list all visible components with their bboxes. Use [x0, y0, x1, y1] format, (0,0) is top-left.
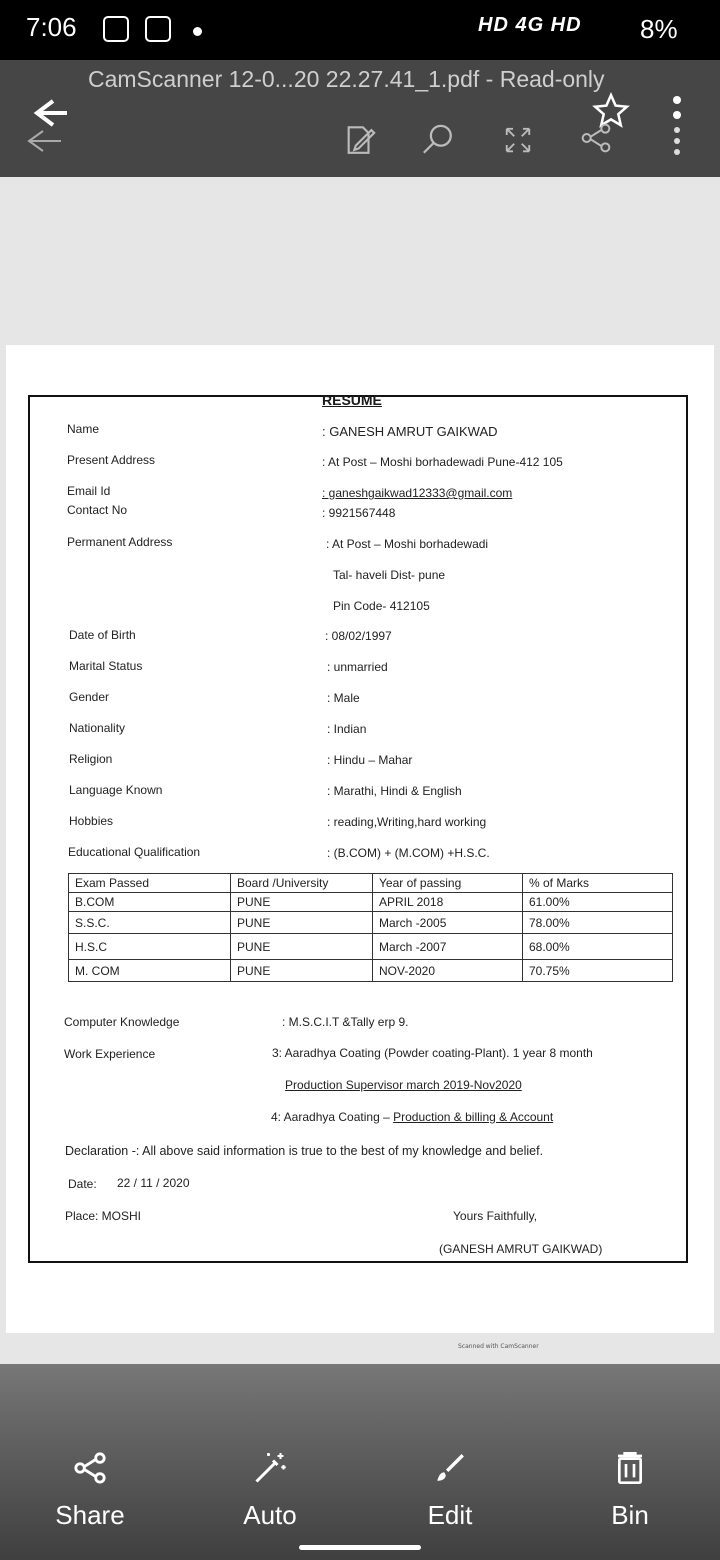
- field-value-religion: : Hindu – Mahar: [327, 753, 413, 767]
- table-cell: 68.00%: [523, 934, 673, 960]
- battery-level: 8%: [640, 14, 678, 44]
- computer-knowledge-value: : M.S.C.I.T &Tally erp 9.: [282, 1015, 409, 1029]
- work-experience-2-prefix: 4: Aaradhya Coating –: [271, 1110, 394, 1124]
- table-header-row: [69, 874, 673, 893]
- work-experience-2: [271, 1110, 553, 1124]
- share-icon: [73, 1451, 107, 1485]
- home-indicator[interactable]: [299, 1545, 421, 1550]
- table-cell: APRIL 2018: [373, 893, 523, 912]
- resume-heading: RESUME: [322, 392, 382, 408]
- auto-button[interactable]: [210, 1444, 330, 1531]
- share-label: Share: [55, 1500, 125, 1530]
- bin-label: Bin: [611, 1500, 649, 1530]
- trash-icon: [614, 1450, 646, 1486]
- edit-pdf-button[interactable]: [340, 120, 380, 160]
- document-title: CamScanner 12-0...20 22.27.41_1.pdf - Read-only: [88, 66, 605, 92]
- table-cell: B.COM: [69, 893, 231, 912]
- field-value-dob: : 08/02/1997: [325, 629, 392, 643]
- table-cell: 78.00%: [523, 912, 673, 934]
- table-cell: PUNE: [231, 960, 373, 982]
- share-button[interactable]: [30, 1444, 150, 1531]
- signature-name: (GANESH AMRUT GAIKWAD): [439, 1242, 603, 1256]
- computer-knowledge-label: Computer Knowledge: [64, 1015, 180, 1029]
- date-label: Date:: [68, 1177, 97, 1191]
- field-value-language: : Marathi, Hindi & English: [327, 784, 462, 798]
- place-text: Place: MOSHI: [65, 1209, 142, 1223]
- document-viewer[interactable]: [0, 177, 720, 1364]
- field-value-marital-status: : unmarried: [327, 660, 388, 674]
- search-button[interactable]: [418, 120, 458, 160]
- table-header: Exam Passed: [69, 874, 231, 893]
- field-label-email: Email Id: [67, 484, 111, 498]
- magic-wand-icon: [252, 1450, 288, 1486]
- field-value-email[interactable]: : ganeshgaikwad12333@gmail.com: [322, 486, 513, 500]
- field-label-education: Educational Qualification: [68, 845, 201, 859]
- table-row: [69, 912, 673, 934]
- education-table: [68, 873, 673, 982]
- table-cell: S.S.C.: [69, 912, 231, 934]
- table-cell: M. COM: [69, 960, 231, 982]
- app-notification-icon: [145, 16, 171, 42]
- field-label-language: Language Known: [69, 783, 163, 797]
- more-icon: [670, 93, 684, 157]
- bottom-action-bar: [0, 1364, 720, 1560]
- pdf-page: [6, 345, 714, 1333]
- fullscreen-icon: [503, 125, 533, 155]
- field-value-permanent-address-line3: Pin Code- 412105: [333, 599, 430, 613]
- table-cell: H.S.C: [69, 934, 231, 960]
- bin-button[interactable]: [570, 1444, 690, 1531]
- auto-label: Auto: [243, 1500, 297, 1530]
- field-label-hobbies: Hobbies: [69, 814, 114, 828]
- share-document-button[interactable]: [576, 118, 616, 158]
- brush-icon: [433, 1451, 467, 1485]
- field-label-permanent-address: Permanent Address: [67, 535, 173, 549]
- work-experience-1: 3: Aaradhya Coating (Powder coating-Plant). 1 year 8 month: [272, 1046, 593, 1060]
- field-value-name: : GANESH AMRUT GAIKWAD: [322, 424, 498, 439]
- field-value-contact: : 9921567448: [322, 506, 396, 520]
- more-options-button[interactable]: [662, 90, 692, 160]
- edit-button[interactable]: [390, 1444, 510, 1531]
- field-value-hobbies: : reading,Writing,hard working: [327, 815, 487, 829]
- message-icon: [103, 16, 129, 42]
- table-header: % of Marks: [523, 874, 673, 893]
- share-icon: [580, 122, 612, 154]
- document-toolbar: [0, 60, 720, 177]
- field-label-present-address: Present Address: [67, 453, 156, 467]
- field-label-gender: Gender: [69, 690, 110, 704]
- edit-label: Edit: [427, 1500, 473, 1530]
- camscanner-watermark: Scanned with CamScanner: [458, 1343, 539, 1350]
- field-value-present-address: : At Post – Moshi borhadewadi Pune-412 105: [322, 455, 563, 469]
- closing-text: Yours Faithfully,: [453, 1209, 538, 1223]
- field-value-nationality: : Indian: [327, 722, 367, 736]
- status-bar: [0, 0, 720, 60]
- field-value-permanent-address-line2: Tal- haveli Dist- pune: [333, 568, 446, 582]
- date-value: 22 / 11 / 2020: [117, 1176, 190, 1190]
- table-row: [69, 960, 673, 982]
- clock: 7:06: [26, 12, 77, 42]
- field-label-nationality: Nationality: [69, 721, 126, 735]
- table-cell: PUNE: [231, 912, 373, 934]
- work-experience-1-role: Production Supervisor march 2019-Nov2020: [285, 1078, 522, 1092]
- table-cell: March -2007: [373, 934, 523, 960]
- table-cell: PUNE: [231, 893, 373, 912]
- table-row: [69, 934, 673, 960]
- declaration-text: Declaration -: All above said information is true to the best of my knowledge and belief.: [65, 1144, 544, 1158]
- table-cell: NOV-2020: [373, 960, 523, 982]
- search-icon: [421, 123, 455, 157]
- table-cell: 70.75%: [523, 960, 673, 982]
- fullscreen-button[interactable]: [498, 120, 538, 160]
- network-indicator: HD 4G HD: [478, 14, 582, 36]
- back-arrow-icon: [23, 93, 67, 153]
- table-row: [69, 893, 673, 912]
- table-cell: PUNE: [231, 934, 373, 960]
- table-header: Board /University: [231, 874, 373, 893]
- notification-dot-icon: [193, 27, 202, 36]
- table-header: Year of passing: [373, 874, 523, 893]
- work-experience-label: Work Experience: [64, 1047, 156, 1061]
- field-label-contact: Contact No: [67, 503, 128, 517]
- field-label-dob: Date of Birth: [69, 628, 136, 642]
- back-button[interactable]: [20, 88, 70, 158]
- field-label-name: Name: [67, 422, 100, 436]
- edit-pdf-icon: [343, 123, 377, 157]
- table-cell: 61.00%: [523, 893, 673, 912]
- field-value-education: : (B.COM) + (M.COM) +H.S.C.: [327, 846, 490, 860]
- page-border: [28, 395, 688, 1263]
- table-cell: March -2005: [373, 912, 523, 934]
- field-value-gender: : Male: [327, 691, 360, 705]
- field-label-marital-status: Marital Status: [69, 659, 143, 673]
- field-label-religion: Religion: [69, 752, 113, 766]
- field-value-permanent-address: : At Post – Moshi borhadewadi: [326, 537, 489, 551]
- work-experience-2-role: Production & billing & Account: [393, 1110, 554, 1124]
